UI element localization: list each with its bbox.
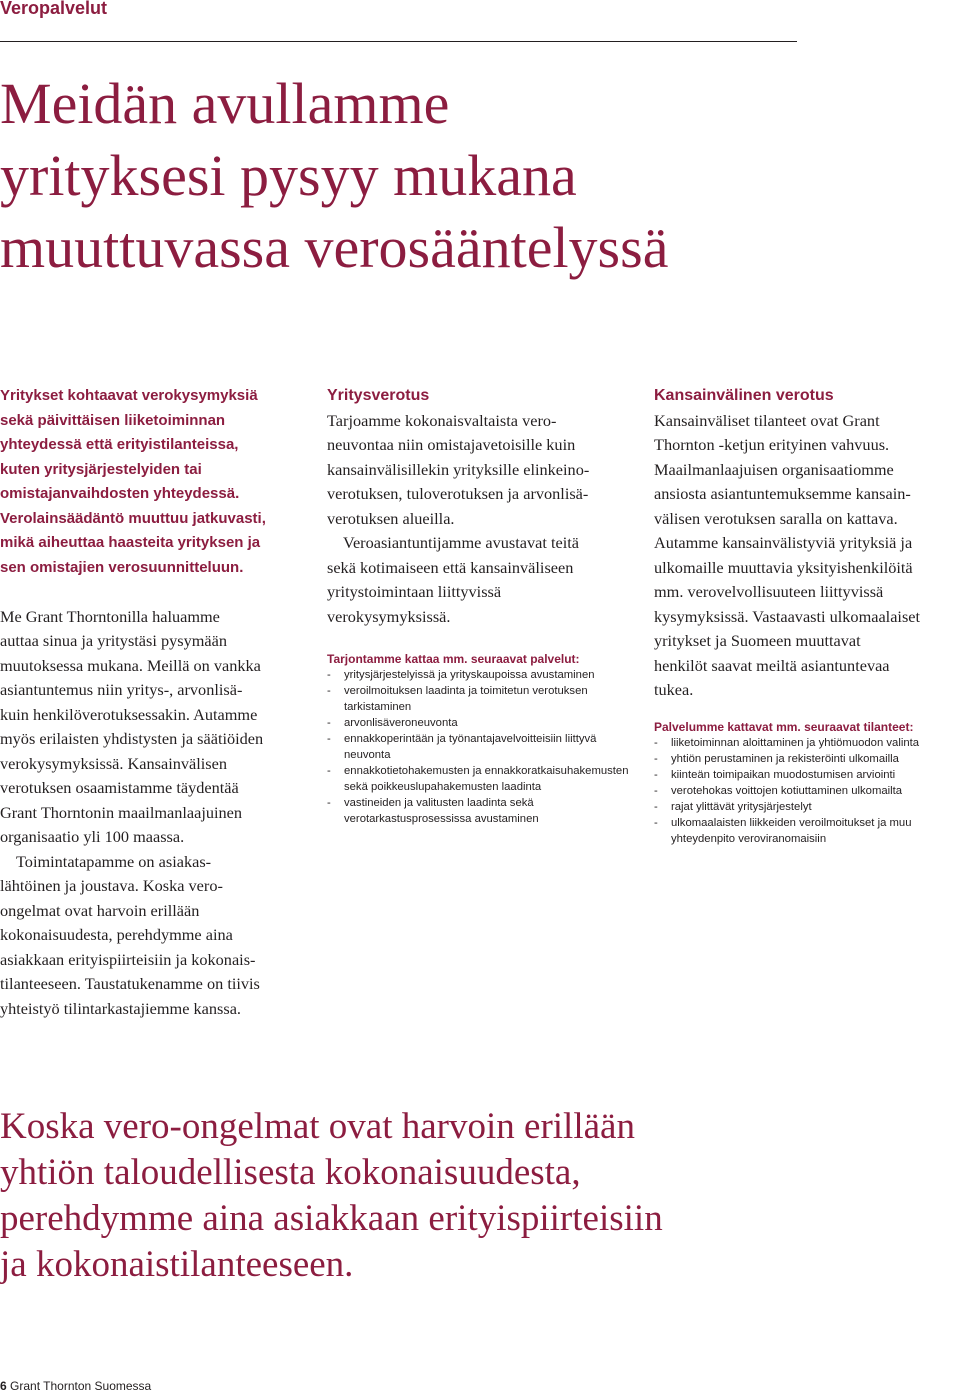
headline-line: Meidän avullamme (0, 71, 450, 136)
pull-quote-line: Koska vero-ongelmat ovat harvoin erillään (0, 1106, 635, 1147)
situations-list-heading: Palvelumme kattavat mm. seuraavat tilanteet: (654, 719, 914, 734)
situations-list (654, 735, 960, 847)
list-item: - yhtiön perustaminen ja rekisteröinti ulkomailla (654, 751, 960, 767)
list-item: - ennakkotietohakemusten ja ennakkoratkaisuhakemusten sekä poikkeuslupahakemusten laadinta (327, 763, 632, 795)
list-item: - veroilmoituksen laadinta ja toimitetun verotuksen tarkistaminen (327, 683, 632, 715)
publication-name: Grant Thornton Suomessa (10, 1379, 152, 1393)
top-rule (0, 41, 797, 42)
list-item: - ennakkoperintään ja työnantajavelvoitteisiin liittyvä neuvonta (327, 731, 632, 763)
column-international-tax (654, 384, 960, 847)
list-item: - yritysjärjestelyissä ja yrityskaupoissa avustaminen (327, 667, 632, 683)
services-list (327, 667, 632, 827)
headline-line: muuttuvassa verosääntelyssä (0, 215, 669, 280)
body-paragraph: Me Grant Thorntonilla haluamme auttaa sinua ja yritystäsi pysymään muutoksessa mukana. Meillä on vankka asiantuntemus niin yritys-, arvonlisä- kuin henkilöverotuksessakin. Autamme myös erilaisten yhdistysten ja säätiöiden verokysymyksissä. Kansainvälisen verotuksen osaamistamme täydentää Grant Thorntonin maailmanlaajuinen organisaatio yli 100 maassa. (0, 606, 264, 846)
column-corporate-tax (327, 384, 632, 827)
list-item: - liiketoiminnan aloittaminen ja yhtiömuodon valinta (654, 735, 960, 751)
list-item: - arvonlisäveroneuvonta (327, 715, 632, 731)
pull-quote-line: ja kokonaistilanteeseen. (0, 1244, 354, 1285)
pull-quote-line: yhtiön taloudellisesta kokonaisuudesta, (0, 1152, 581, 1193)
page-footer (0, 1379, 151, 1393)
section-label: Veropalvelut (0, 0, 108, 18)
pull-quote (0, 1104, 940, 1288)
international-tax-heading: Kansainvälinen verotus (654, 387, 834, 404)
page-headline (0, 68, 900, 284)
intro-text: Yritykset kohtaavat verokysymyksiä sekä päivittäisen liiketoiminnan yhteydessä että erityistilanteissa, kuten yritysjärjestelyiden tai omistajanvaihdosten yhteydessä. Verolainsäädäntö muuttuu jatkuvasti, mikä aiheuttaa haasteita yrityksen ja sen omistajien verosuunnitteluun. (0, 387, 266, 576)
page-number: 6 (0, 1379, 7, 1393)
column-intro (0, 384, 305, 1021)
body-paragraph: Tarjoamme kokonaisvaltaista vero- neuvontaa niin omistajavetoisille kuin kansainvälisillekin yrityksille elinkeino- verotuksen, tuloverotuksen ja arvonlisä- verotuksen alueilla. (327, 410, 590, 528)
body-paragraph: Veroasiantuntijamme avustavat teitä sekä kotimaiseen että kansainväliseen yritystoimintaan liittyvissä verokysymyksissä. (327, 533, 579, 626)
headline-line: yrityksesi pysyy mukana (0, 143, 577, 208)
corporate-tax-heading: Yritysverotus (327, 387, 430, 404)
pull-quote-line: perehdymme aina asiakkaan erityispiirteisiin (0, 1198, 663, 1239)
body-paragraph: Toimintatapamme on asiakas- lähtöinen ja joustava. Koska vero- ongelmat ovat harvoin erillään kokonaisuudesta, perehdymme aina asiakkaan erityispiirteisiin ja kokonais- tilanteeseen. Taustatukenamme on tiivis yhteistyö tilintarkastajiemme kanssa. (0, 851, 260, 1018)
list-item: - ulkomaalaisten liikkeiden veroilmoitukset ja muu yhteydenpito veroviranomaisiin (654, 815, 960, 847)
list-item: - kiinteän toimipaikan muodostumisen arviointi (654, 767, 960, 783)
services-list-heading: Tarjontamme kattaa mm. seuraavat palvelut: (327, 652, 580, 666)
list-item: - vastineiden ja valitusten laadinta sekä verotarkastusprosessissa avustaminen (327, 795, 632, 827)
list-item: - verotehokas voittojen kotiuttaminen ulkomailta (654, 783, 960, 799)
body-paragraph: Kansainväliset tilanteet ovat Grant Thornton -ketjun erityinen vahvuus. Maailmanlaajuisen organisaatiomme ansiosta asiantuntemuksemme kansain- välisen verotuksen saralla on kattava. Autamme kansainvälistyviä yrityksiä ja ulkomaille muuttavia yksityishenkilöitä mm. verovelvollisuuteen liittyvissä kysymyksissä. Vastaavasti ulkomaalaiset yritykset ja Suomeen muuttavat henkilöt saavat meiltä asiantuntevaa tukea. (654, 410, 921, 699)
list-item: - rajat ylittävät yritysjärjestelyt (654, 799, 960, 815)
